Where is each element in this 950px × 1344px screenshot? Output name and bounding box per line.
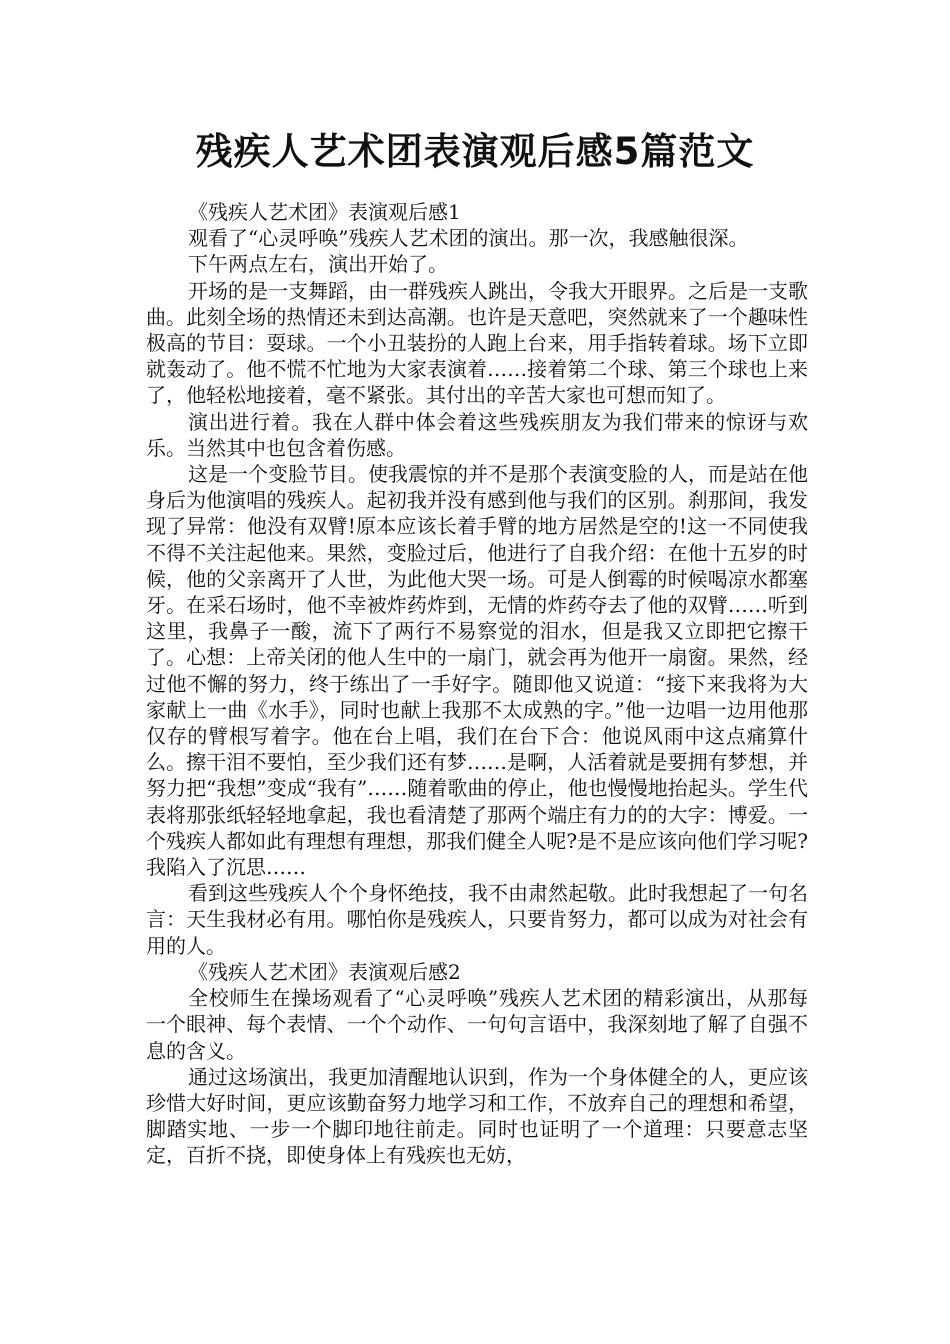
document-body <box>146 199 808 1169</box>
paragraph: 通过这场演出，我更加清醒地认识到，作为一个身体健全的人，更应该珍惜大好时间，更应该勤奋努力地学习和工作，不放弃自己的理想和希望，脚踏实地、一步一个脚印地往前走。同时也证明了一个道理：只要意志坚定，百折不挠，即使身体上有残疾也无妨， <box>146 1064 808 1168</box>
paragraph: 看到这些残疾人个个身怀绝技，我不由肃然起敬。此时我想起了一句名言：天生我材必有用。哪怕你是残疾人，只要肯努力，都可以成为对社会有用的人。 <box>146 881 808 958</box>
document-title: 残疾人艺术团表演观后感5篇范文 <box>195 130 755 173</box>
paragraph: 下午两点左右，演出开始了。 <box>188 252 448 277</box>
paragraph: 演出进行着。我在人群中体会着这些残疾朋友为我们带来的惊讶与欢乐。当然其中也包含着伤感。 <box>146 409 808 460</box>
paragraph: 开场的是一支舞蹈，由一群残疾人跳出，令我大开眼界。之后是一支歌曲。此刻全场的热情还未到达高潮。也许是天意吧，突然就来了一个趣味性极高的节目：耍球。一个小丑装扮的人跑上台来，用手指转着球。场下立即就轰动了。他不慌不忙地为大家表演着……接着第二个球、第三个球也上来了，他轻松地接着，毫不紧张。其付出的辛苦大家也可想而知了。 <box>146 278 808 408</box>
paragraph: 这是一个变脸节目。使我震惊的并不是那个表演变脸的人，而是站在他身后为他演唱的残疾人。起初我并没有感到他与我们的区别。刹那间，我发现了异常：他没有双臂!原本应该长着手臂的地方居然是空的!这一不同使我不得不关注起他来。果然，变脸过后，他进行了自我介绍：在他十五岁的时候，他的父亲离开了人世，为此他大哭一场。可是人倒霉的时候喝凉水都塞牙。在采石场时，他不幸被炸药炸到，无情的炸药夺去了他的双臂……听到这里，我鼻子一酸，流下了两行不易察觉的泪水，但是我又立即把它擦干了。心想：上帝关闭的他人生中的一扇门，就会再为他开一扇窗。果然，经过他不懈的努力，终于练出了一手好字。随即他又说道：“接下来我将为大家献上一曲《水手》，同时也献上我那不太成熟的字。”他一边唱一边用他那仅存的臂根写着字。他在台上唱，我们在台下合：他说风雨中这点痛算什么。擦干泪不要怕，至少我们还有梦……是啊，人活着就是要拥有梦想，并努力把“我想”变成“我有”……随着歌曲的停止，他也慢慢地抬起头。学生代表将那张纸轻轻地拿起，我也看清楚了那两个端庄有力的的大字：博爱。一个残疾人都如此有理想有理想，那我们健全人呢?是不是应该向他们学习呢?我陷入了沉思…… <box>146 462 808 880</box>
paragraph: 全校师生在操场观看了“心灵呼唤”残疾人艺术团的精彩演出，从那每一个眼神、每个表情、一个个动作、一句句言语中，我深刻地了解了自强不息的含义。 <box>146 986 808 1063</box>
paragraph: 观看了“心灵呼唤”残疾人艺术团的演出。那一次，我感触很深。 <box>188 226 749 251</box>
section-heading: 《残疾人艺术团》表演观后感1 <box>188 200 461 224</box>
section-heading: 《残疾人艺术团》表演观后感2 <box>188 959 461 984</box>
